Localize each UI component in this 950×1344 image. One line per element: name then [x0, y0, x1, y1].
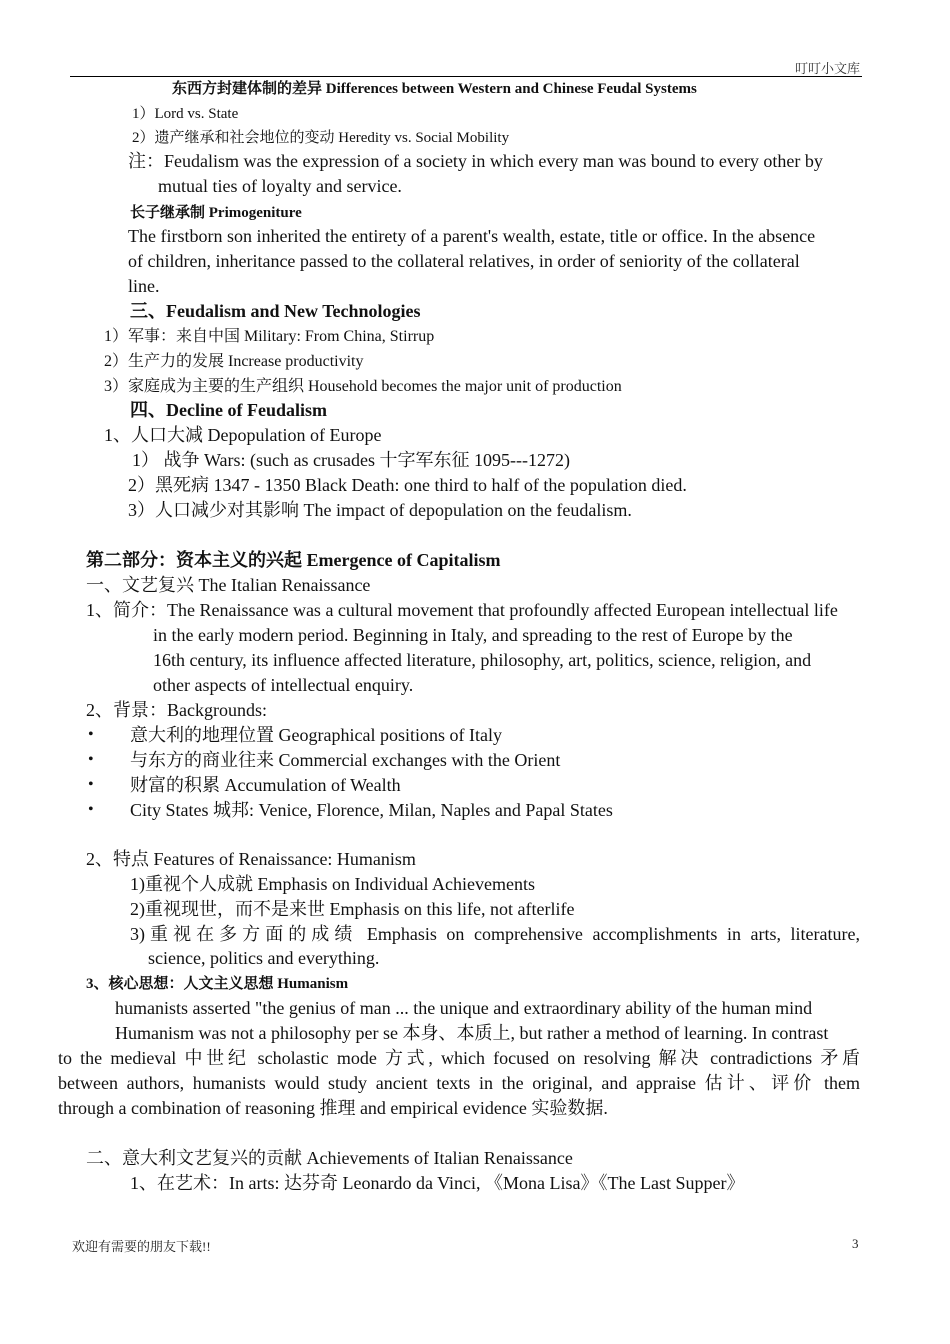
text-line: 1、人口大减 Depopulation of Europe: [104, 425, 382, 445]
text-line: 2）生产力的发展 Increase productivity: [104, 353, 364, 370]
text-line: The firstborn son inherited the entirety of a parent's wealth, estate, title or office. In the absence: [128, 226, 816, 246]
list-item: 财富的积累 Accumulation of Wealth: [130, 775, 401, 795]
text-line: 2)重视现世，而不是来世 Emphasis on this life, not afterlife: [130, 899, 575, 919]
heading-features: 2、特点 Features of Renaissance: Humanism: [86, 849, 416, 869]
heading-decline-of-feudalism: 四、Decline of Feudalism: [130, 400, 327, 420]
text-line: 1、简介：The Renaissance was a cultural movement that profoundly affected European intellectual life: [86, 600, 838, 620]
text-line: to the medieval 中世纪 scholastic mode 方式, which focused on resolving 解决 contradictions 矛盾: [58, 1048, 860, 1068]
heading-achievements: 二、意大利文艺复兴的贡献 Achievements of Italian Renaissance: [86, 1148, 573, 1168]
heading-italian-renaissance: 一、文艺复兴 The Italian Renaissance: [86, 575, 371, 595]
page-header: [70, 58, 862, 77]
text-line: 3）人口减少对其影响 The impact of depopulation on the feudalism.: [128, 500, 632, 520]
text-line: 1）Lord vs. State: [132, 106, 239, 122]
bullet-marker: •: [88, 801, 94, 818]
text-line: through a combination of reasoning 推理 and empirical evidence 实验数据.: [58, 1098, 608, 1118]
heading-backgrounds: 2、背景：Backgrounds:: [86, 700, 267, 720]
text-line: 2）黑死病 1347 - 1350 Black Death: one third to half of the population died.: [128, 475, 687, 495]
text-line: line.: [128, 276, 160, 296]
bullet-marker: •: [88, 776, 94, 793]
text-line: 1)重视个人成就 Emphasis on Individual Achievements: [130, 874, 535, 894]
text-line: 1、在艺术：In arts: 达芬奇 Leonardo da Vinci, 《Mona Lisa》《The Last Supper》: [130, 1173, 745, 1193]
header-site-name: 叮叮小文库: [794, 61, 860, 76]
text-line: science, politics and everything.: [148, 948, 380, 968]
page-number: 3: [852, 1236, 859, 1251]
heading-feudal-differences: 东西方封建体制的差异 Differences between Western and Chinese Feudal Systems: [172, 81, 697, 97]
list-item: 与东方的商业往来 Commercial exchanges with the Orient: [130, 750, 561, 770]
text-line: 2）遗产继承和社会地位的变动 Heredity vs. Social Mobility: [132, 130, 510, 146]
list-item: 意大利的地理位置 Geographical positions of Italy: [130, 725, 502, 745]
text-line: 1）军事：来自中国 Military: From China, Stirrup: [104, 328, 435, 345]
text-line: 注：Feudalism was the expression of a society in which every man was bound to every other by: [128, 151, 823, 171]
text-line: in the early modern period. Beginning in Italy, and spreading to the rest of Europe by the: [153, 625, 793, 645]
bullet-marker: •: [88, 726, 94, 743]
list-item: City States 城邦: Venice, Florence, Milan, Naples and Papal States: [130, 800, 613, 820]
text-line: mutual ties of loyalty and service.: [158, 176, 402, 196]
heading-new-technologies: 三、Feudalism and New Technologies: [130, 301, 421, 321]
text-line: 16th century, its influence affected literature, philosophy, art, politics, science, religion, and: [153, 650, 812, 670]
footer-note: 欢迎有需要的朋友下载!!: [72, 1239, 211, 1254]
text-line: humanists asserted "the genius of man ... the unique and extraordinary ability of the human mind: [115, 998, 813, 1018]
text-line: 3）家庭成为主要的生产组织 Household becomes the major unit of production: [104, 378, 622, 395]
text-line: 3)重视在多方面的成绩 Emphasis on comprehensive accomplishments in arts, literature,: [130, 924, 860, 944]
heading-humanism: 3、核心思想：人文主义思想 Humanism: [86, 976, 349, 992]
text-line: other aspects of intellectual enquiry.: [153, 675, 414, 695]
text-line: of children, inheritance passed to the collateral relatives, in order of seniority of the collateral: [128, 251, 800, 271]
heading-part-two: 第二部分：资本主义的兴起 Emergence of Capitalism: [86, 550, 501, 570]
text-line: 1） 战争 Wars: (such as crusades 十字军东征 1095---1272): [132, 450, 570, 470]
text-line: Humanism was not a philosophy per se 本身、本质上, but rather a method of learning. In contrast: [115, 1023, 829, 1043]
bullet-marker: •: [88, 751, 94, 768]
text-line: between authors, humanists would study ancient texts in the original, and appraise 估计、评价 them: [58, 1073, 860, 1093]
heading-primogeniture: 长子继承制 Primogeniture: [130, 205, 302, 221]
